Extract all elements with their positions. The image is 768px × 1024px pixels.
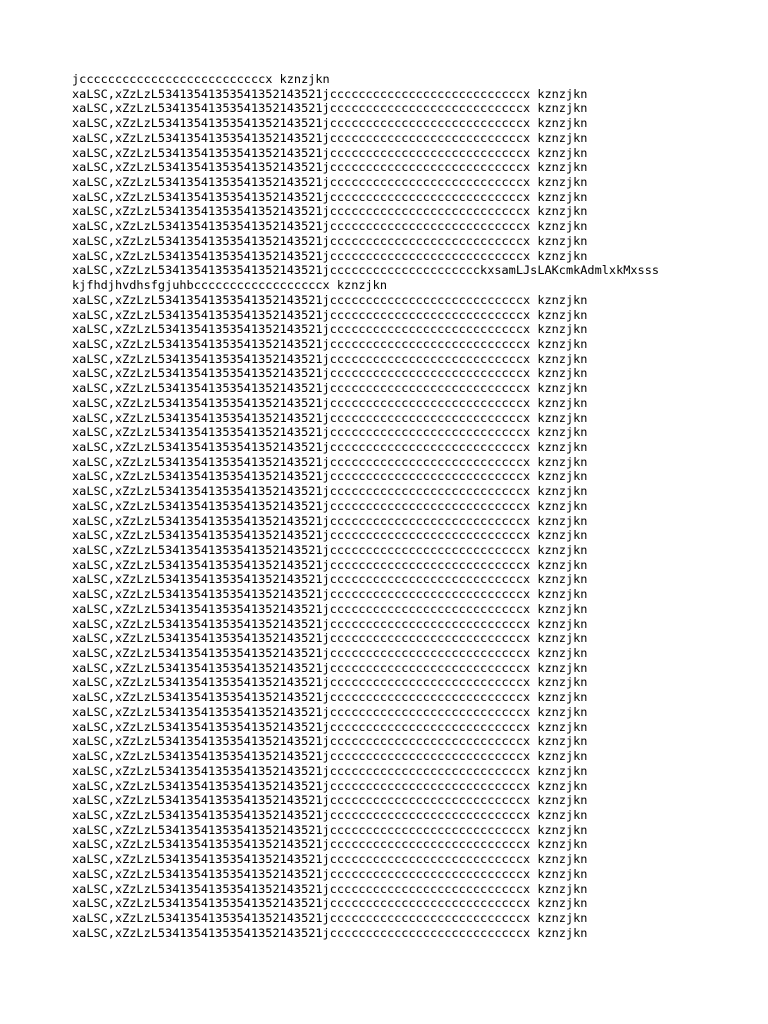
text-line: xaLSC,xZzLzL53413541353541352143521jcccccccccccccccccccccccccccx kznzjkn: [72, 116, 588, 131]
text-line: xaLSC,xZzLzL53413541353541352143521jcccccccccccccccccccccccccccx kznzjkn: [72, 86, 588, 101]
text-line: xaLSC,xZzLzL53413541353541352143521jcccccccccccccccccccccccccccx kznzjkn: [72, 292, 588, 307]
text-line: xaLSC,xZzLzL53413541353541352143521jcccccccccccccccccccccccccccx kznzjkn: [72, 822, 588, 837]
text-line: xaLSC,xZzLzL53413541353541352143521jcccccccccccccccccccccccccccx kznzjkn: [72, 410, 588, 425]
text-line: xaLSC,xZzLzL53413541353541352143521jcccccccccccccccccccccccccccx kznzjkn: [72, 145, 588, 160]
text-line: xaLSC,xZzLzL53413541353541352143521jcccccccccccccccccccccccccccx kznzjkn: [72, 528, 588, 543]
text-line: xaLSC,xZzLzL53413541353541352143521jcccccccccccccccccccccccccccx kznzjkn: [72, 351, 588, 366]
text-line: xaLSC,xZzLzL53413541353541352143521jcccccccccccccccccccccccccccx kznzjkn: [72, 631, 588, 646]
text-line: xaLSC,xZzLzL53413541353541352143521jcccccccccccccccccccccccccccx kznzjkn: [72, 807, 588, 822]
text-line: xaLSC,xZzLzL53413541353541352143521jcccccccccccccccccccccccccccx kznzjkn: [72, 690, 588, 705]
text-line: xaLSC,xZzLzL53413541353541352143521jcccccccccccccccccccccccccccx kznzjkn: [72, 778, 588, 793]
text-line: jccccccccccccccccccccccccccx kznzjkn: [72, 72, 330, 86]
text-line: xaLSC,xZzLzL53413541353541352143521jcccccccccccccccccccccccccccx kznzjkn: [72, 704, 588, 719]
text-line: xaLSC,xZzLzL53413541353541352143521jcccccccccccccccccccccccccccx kznzjkn: [72, 219, 588, 234]
text-line: xaLSC,xZzLzL53413541353541352143521jcccccccccccccccccccccccccccx kznzjkn: [72, 910, 588, 925]
text-line: xaLSC,xZzLzL53413541353541352143521jcccccccccccccccccccccccccccx kznzjkn: [72, 543, 588, 557]
text-line: xaLSC,xZzLzL53413541353541352143521jcccccccccccccccccccccccccccx kznzjkn: [72, 587, 588, 602]
text-line: xaLSC,xZzLzL53413541353541352143521jcccccccccccccccccccccccccccx kznzjkn: [72, 925, 588, 940]
text-line: xaLSC,xZzLzL53413541353541352143521jcccccccccccccccccccccccccccx kznzjkn: [72, 395, 588, 410]
text-line: xaLSC,xZzLzL53413541353541352143521jcccccccccccccccccccccccccccx kznzjkn: [72, 513, 588, 528]
text-line: xaLSC,xZzLzL53413541353541352143521jcccccccccccccccccccccccccccx kznzjkn: [72, 763, 588, 778]
text-line: xaLSC,xZzLzL53413541353541352143521jcccccccccccccccccccccccccccx kznzjkn: [72, 322, 588, 337]
text-line: xaLSC,xZzLzL53413541353541352143521jcccccccccccccccccccccccccccx kznzjkn: [72, 175, 588, 190]
text-line: xaLSC,xZzLzL53413541353541352143521jcccccccccccccccccccccccccccx kznzjkn: [72, 719, 588, 734]
text-line: xaLSC,xZzLzL53413541353541352143521jcccccccccccccccccccccccccccx kznzjkn: [72, 749, 588, 764]
text-line: xaLSC,xZzLzL53413541353541352143521jcccccccccccccccccccccccccccx kznzjkn: [72, 469, 588, 484]
text-line: xaLSC,xZzLzL53413541353541352143521jcccccccccccccccccccccccccccx kznzjkn: [72, 307, 588, 322]
text-line: xaLSC,xZzLzL53413541353541352143521jcccccccccccccccccccccccccccx kznzjkn: [72, 248, 588, 263]
text-line: xaLSC,xZzLzL53413541353541352143521jcccccccccccccccccccccccccccx kznzjkn: [72, 837, 588, 852]
text-line: xaLSC,xZzLzL53413541353541352143521jcccccccccccccccccccccccccccx kznzjkn: [72, 439, 588, 454]
text-line: xaLSC,xZzLzL53413541353541352143521jcccccccccccccccccccccccccccx kznzjkn: [72, 852, 588, 867]
text-line: xaLSC,xZzLzL53413541353541352143521jcccccccccccccccccccccccccccx kznzjkn: [72, 866, 588, 881]
text-line: xaLSC,xZzLzL53413541353541352143521jcccccccccccccccccccccccccccx kznzjkn: [72, 557, 588, 572]
text-line: xaLSC,xZzLzL53413541353541352143521jcccccccccccccccccccccccccccx kznzjkn: [72, 881, 588, 896]
text-line: xaLSC,xZzLzL53413541353541352143521jcccccccccccccccccccccccccccx kznzjkn: [72, 233, 588, 248]
text-line: xaLSC,xZzLzL53413541353541352143521jccccccccccccccccccccckxsamLJsLAKcmkAdmlxkMxsss: [72, 263, 660, 278]
text-line: xaLSC,xZzLzL53413541353541352143521jcccccccccccccccccccccccccccx kznzjkn: [72, 130, 588, 145]
text-line: xaLSC,xZzLzL53413541353541352143521jcccccccccccccccccccccccccccx kznzjkn: [72, 572, 588, 587]
text-line: xaLSC,xZzLzL53413541353541352143521jcccccccccccccccccccccccccccx kznzjkn: [72, 484, 588, 499]
text-line: xaLSC,xZzLzL53413541353541352143521jcccccccccccccccccccccccccccx kznzjkn: [72, 204, 588, 219]
text-line: xaLSC,xZzLzL53413541353541352143521jcccccccccccccccccccccccccccx kznzjkn: [72, 189, 588, 204]
text-line: xaLSC,xZzLzL53413541353541352143521jcccccccccccccccccccccccccccx kznzjkn: [72, 336, 588, 351]
text-line: xaLSC,xZzLzL53413541353541352143521jcccccccccccccccccccccccccccx kznzjkn: [72, 160, 588, 175]
text-line: xaLSC,xZzLzL53413541353541352143521jcccccccccccccccccccccccccccx kznzjkn: [72, 425, 588, 440]
text-line: xaLSC,xZzLzL53413541353541352143521jcccccccccccccccccccccccccccx kznzjkn: [72, 734, 588, 749]
text-line: xaLSC,xZzLzL53413541353541352143521jcccccccccccccccccccccccccccx kznzjkn: [72, 454, 588, 469]
text-line: xaLSC,xZzLzL53413541353541352143521jcccccccccccccccccccccccccccx kznzjkn: [72, 101, 588, 116]
text-line: xaLSC,xZzLzL53413541353541352143521jcccccccccccccccccccccccccccx kznzjkn: [72, 660, 588, 675]
document-text: [72, 72, 762, 940]
text-line: xaLSC,xZzLzL53413541353541352143521jcccccccccccccccccccccccccccx kznzjkn: [72, 601, 588, 616]
text-line: kjfhdjhvdhsfgjuhbccccccccccccccccccx kznzjkn: [72, 278, 387, 293]
text-line: xaLSC,xZzLzL53413541353541352143521jcccccccccccccccccccccccccccx kznzjkn: [72, 381, 588, 396]
text-line: xaLSC,xZzLzL53413541353541352143521jcccccccccccccccccccccccccccx kznzjkn: [72, 498, 588, 513]
text-line: xaLSC,xZzLzL53413541353541352143521jcccccccccccccccccccccccccccx kznzjkn: [72, 366, 588, 381]
text-line: xaLSC,xZzLzL53413541353541352143521jcccccccccccccccccccccccccccx kznzjkn: [72, 793, 588, 808]
text-line: xaLSC,xZzLzL53413541353541352143521jcccccccccccccccccccccccccccx kznzjkn: [72, 616, 588, 631]
text-line: xaLSC,xZzLzL53413541353541352143521jcccccccccccccccccccccccccccx kznzjkn: [72, 675, 588, 690]
text-line: xaLSC,xZzLzL53413541353541352143521jcccccccccccccccccccccccccccx kznzjkn: [72, 646, 588, 661]
text-line: xaLSC,xZzLzL53413541353541352143521jcccccccccccccccccccccccccccx kznzjkn: [72, 896, 588, 911]
